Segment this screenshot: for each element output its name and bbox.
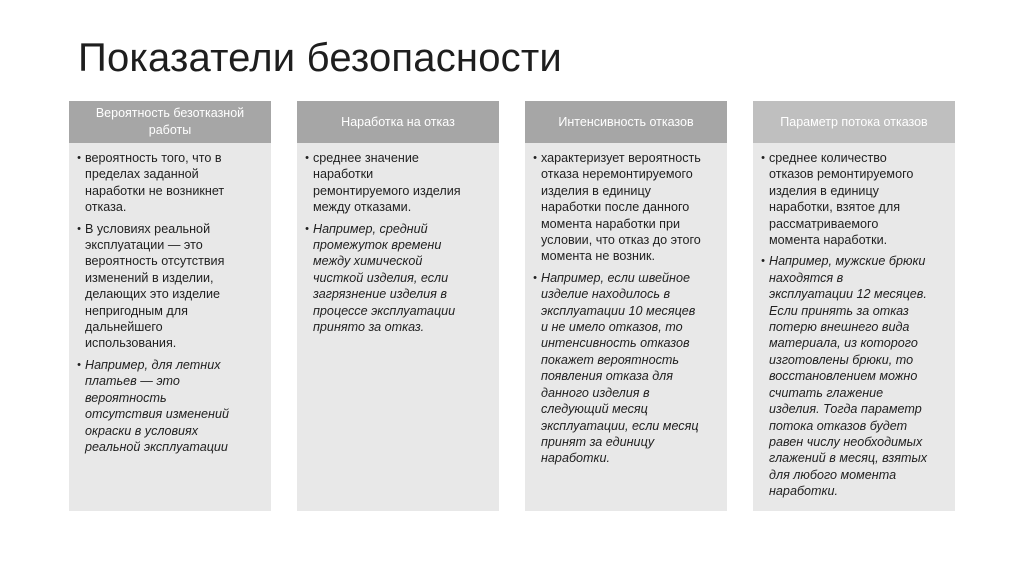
list-item xyxy=(73,221,263,352)
bullet-icon: • xyxy=(761,255,765,268)
column-header-label: Интенсивность отказов xyxy=(558,114,694,129)
list-item-text: Например, если швейное изделие находилось в эксплуатации 10 месяцев и не имело отказов, то интенсивность отказов покажет вероятность появления отказа для данного изделия в следующий месяц эксплуатации, если месяц принят за единицу наработки. xyxy=(541,270,699,466)
column-header-label: Вероятность безотказной работы xyxy=(95,106,245,137)
column-failure-rate xyxy=(525,101,727,511)
column-header-label: Параметр потока отказов xyxy=(780,114,928,129)
column-header xyxy=(297,101,499,143)
column-body xyxy=(753,143,955,511)
list-item-text: Например, мужские брюки находятся в эксплуатации 12 месяцев. Если принять за отказ потерю внешнего вида материала, из которого изготовлены брюки, то восстановлением можно считать глажение изделия. Тогда параметр потока отказов будет равен числу необходимых глажений в месяц, взятых для любого момента наработки. xyxy=(769,254,928,499)
list-item-text: В условиях реальной эксплуатации — это вероятность отсутствия изменений в изделии, делающих это изделие непригодным для дальнейшего использования. xyxy=(85,221,225,351)
column-reliability-probability xyxy=(69,101,271,511)
bullet-icon: • xyxy=(77,222,81,235)
bullet-icon: • xyxy=(77,358,81,371)
slide-title: Показатели безопасности xyxy=(78,36,562,80)
bullet-icon: • xyxy=(533,271,537,284)
list-item-text: Например, для летних платьев — это вероятность отсутствия изменений окраски в условиях реальной эксплуатации xyxy=(85,357,229,454)
column-header xyxy=(753,101,955,143)
bullet-icon: • xyxy=(533,152,537,164)
list-item xyxy=(301,221,491,336)
list-item-text: среднее значение наработки ремонтируемого изделия между отказами. xyxy=(313,151,461,215)
column-header-label: Наработка на отказ xyxy=(341,114,455,129)
list-item xyxy=(301,150,491,216)
column-failure-flow xyxy=(753,101,955,511)
list-item xyxy=(73,150,263,216)
column-body xyxy=(525,143,727,511)
bullet-icon: • xyxy=(305,152,309,164)
bullet-icon: • xyxy=(761,152,765,164)
list-item-text: характеризует вероятность отказа неремонтируемого изделия в единицу наработки после данного момента наработки при условии, что отказ до этого момента не возник. xyxy=(541,151,701,264)
list-item-text: вероятность того, что в пределах заданной наработки не возникнет отказа. xyxy=(85,151,225,215)
column-header xyxy=(525,101,727,143)
column-mtbf xyxy=(297,101,499,511)
list-item xyxy=(529,150,719,265)
column-header xyxy=(69,101,271,143)
list-item-text: среднее количество отказов ремонтируемого изделия в единицу наработки, взятое для рассматриваемого момента наработки. xyxy=(769,151,914,248)
list-item xyxy=(757,253,947,499)
list-item-text: Например, средний промежуток времени между химической чисткой изделия, если загрязнение изделия в процессе эксплуатации принято за отказ. xyxy=(313,221,456,335)
column-body xyxy=(69,143,271,511)
list-item xyxy=(73,357,263,455)
list-item xyxy=(529,270,719,467)
bullet-icon: • xyxy=(305,222,309,235)
column-body xyxy=(297,143,499,511)
bullet-icon: • xyxy=(77,152,81,164)
list-item xyxy=(757,150,947,248)
